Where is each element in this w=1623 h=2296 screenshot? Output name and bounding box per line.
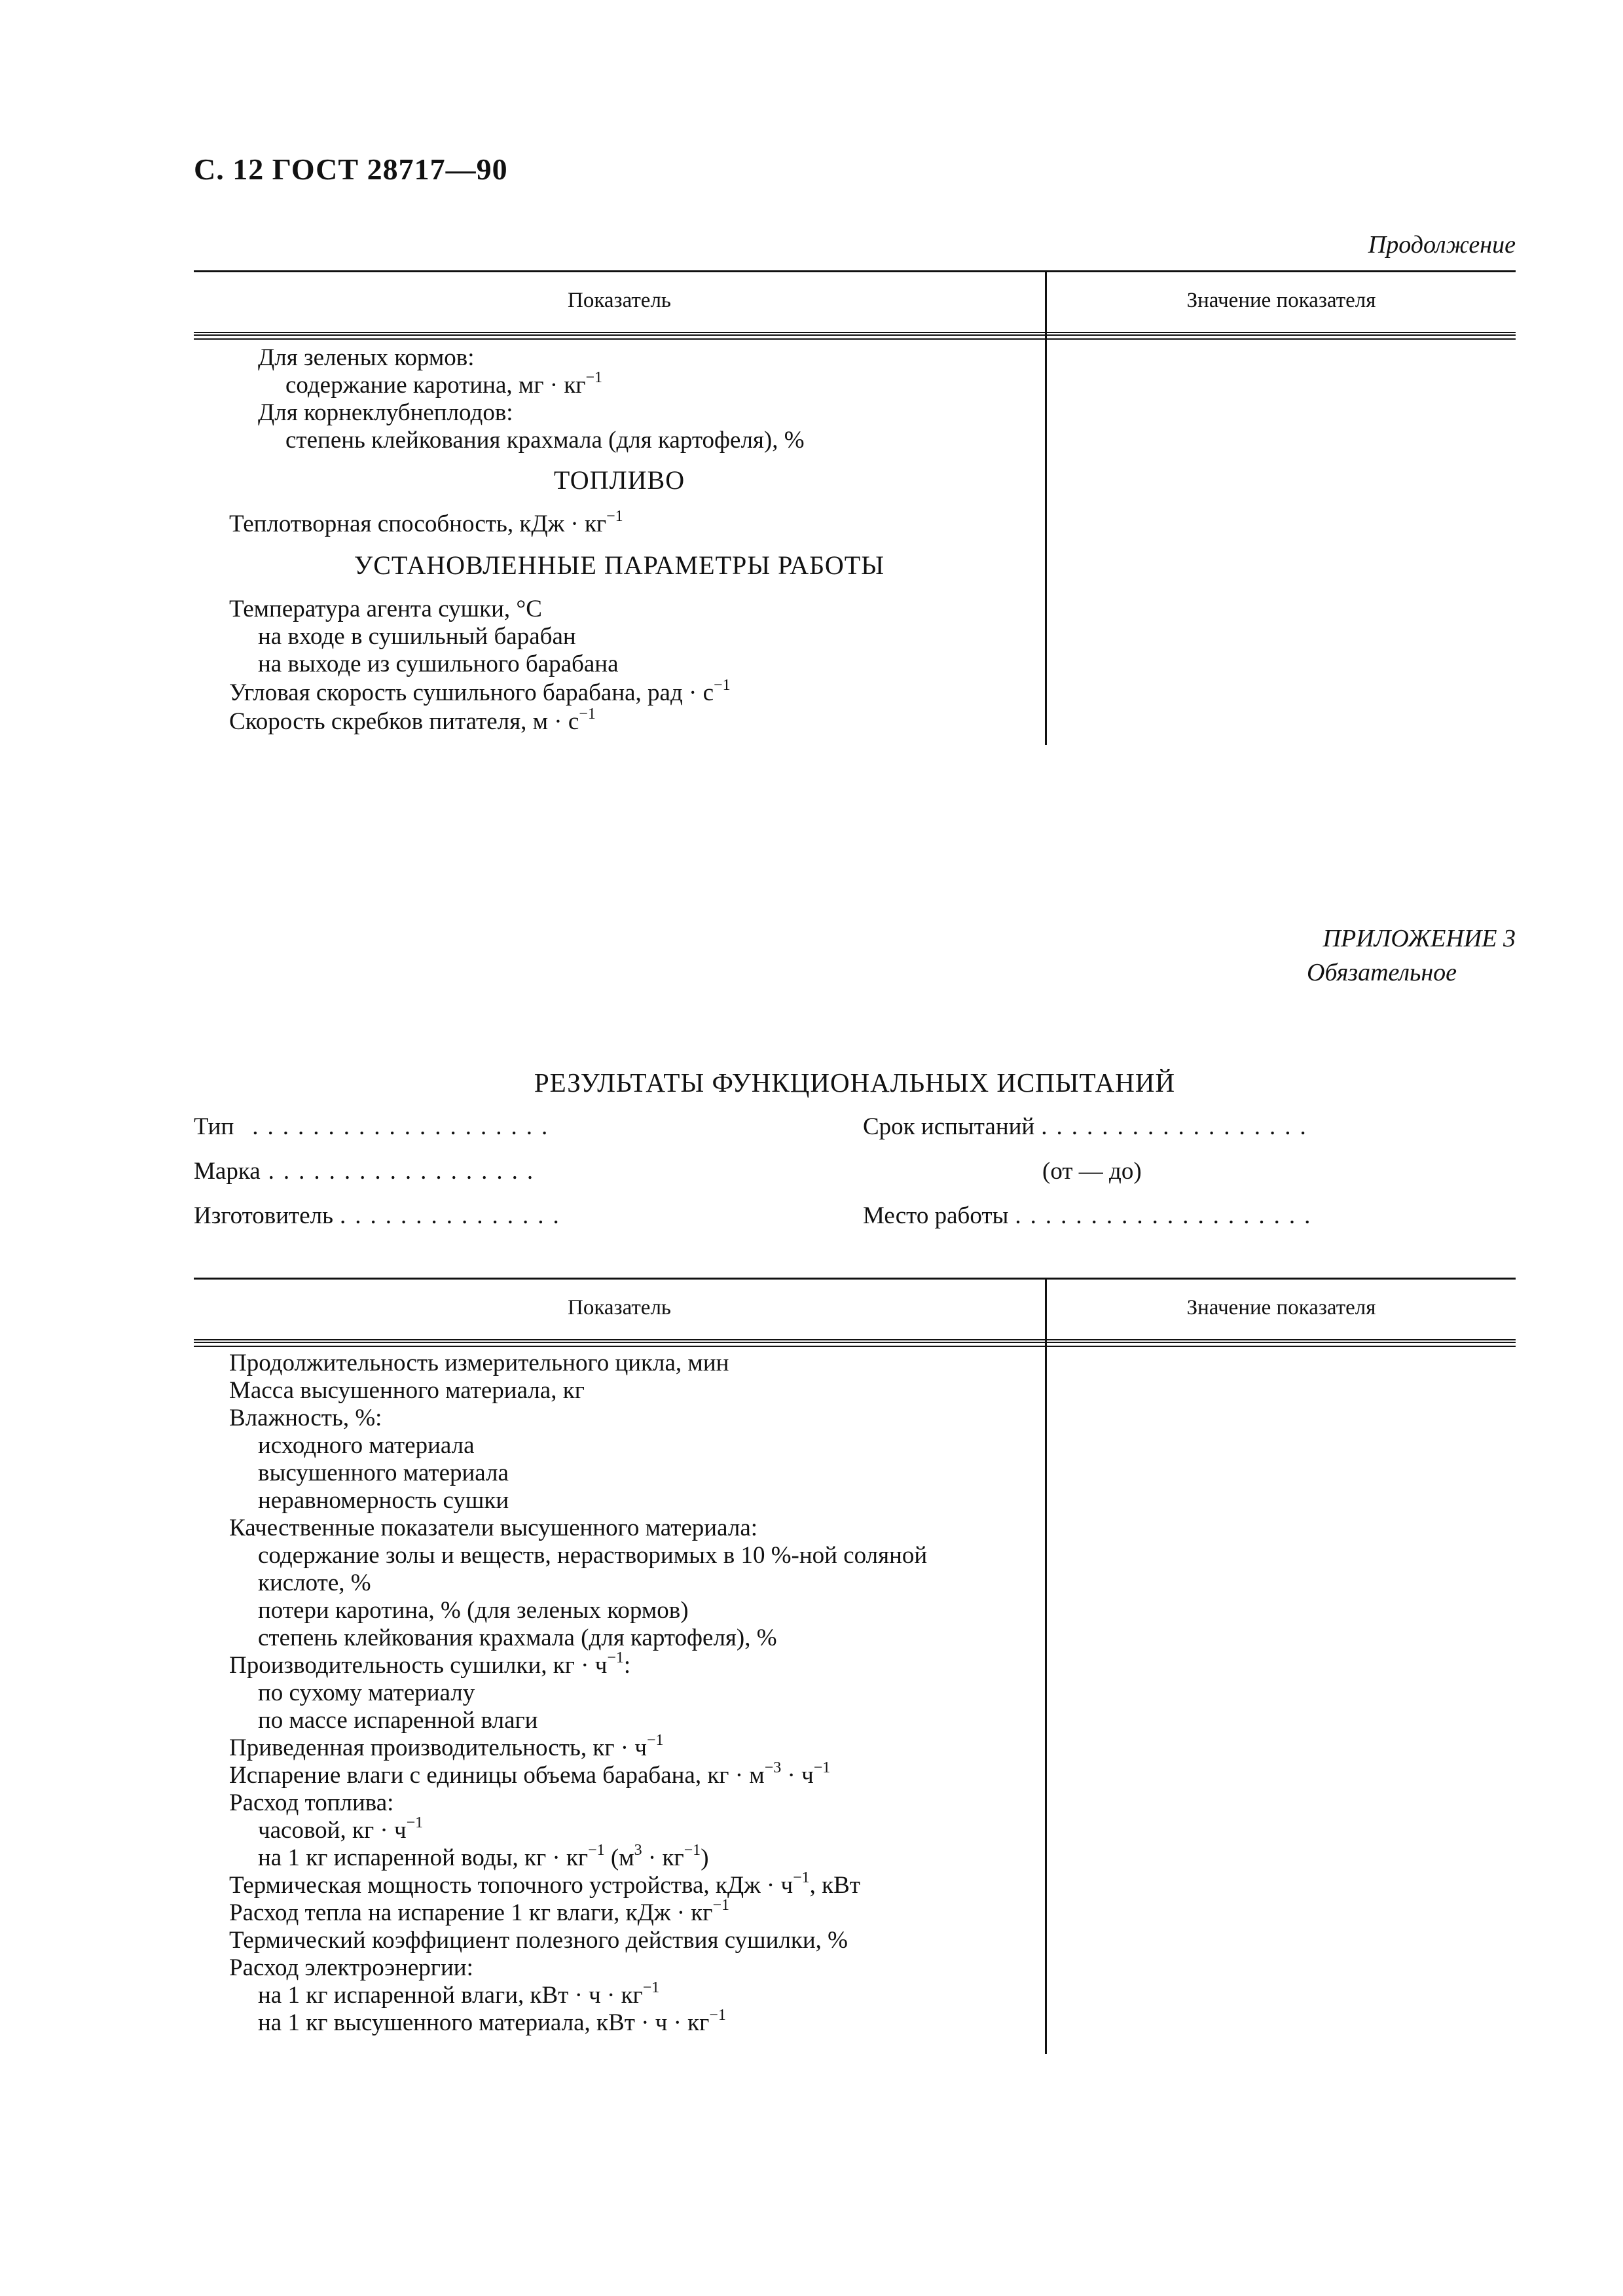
table-row: Для корнеклубнеплодов: (258, 399, 513, 426)
table-row: Термическая мощность топочного устройства, кДж · $ч^{-1}$, кВт (229, 1869, 860, 1899)
table-row: Скорость скребков питателя, $м \cdot с^{-1}$ (229, 706, 596, 735)
header-bottom-border (194, 1339, 1516, 1347)
column-divider (1045, 1278, 1047, 2054)
field-manufacturer: Изготовитель ............... (194, 1202, 568, 1229)
table-row: Для зеленых кормов: (258, 344, 475, 371)
header-bottom-border (194, 332, 1516, 340)
table-row: Производительность сушилки, кг · $ч^{-1}$: (229, 1649, 631, 1679)
table-row: степень клейкования крахмала (для картофеля), % (285, 427, 805, 454)
results-title: РЕЗУЛЬТАТЫ ФУНКЦИОНАЛЬНЫХ ИСПЫТАНИЙ (534, 1067, 1176, 1098)
table-row: по массе испаренной влаги (258, 1707, 538, 1734)
table-row: Приведенная производительность, кг · $ч^{-1}$ (229, 1732, 664, 1761)
field-test-period: Срок испытаний .................. (863, 1113, 1315, 1140)
table-row: Влажность, %: (229, 1405, 382, 1431)
table-row: Качественные показатели высушенного материала: (229, 1515, 758, 1541)
header-indicator: Показатель (568, 1296, 671, 1319)
table-row: исходного материала (258, 1432, 475, 1459)
appendix-label: ПРИЛОЖЕНИЕ 3 (1322, 925, 1516, 952)
table-row: Угловая скорость сушильного барабана, рад · $с^{-1}$ (229, 677, 731, 706)
table-row: на 1 кг высушенного материала, кВт · $ч \cdot кг^{-1}$ (258, 2007, 726, 2036)
page-header: С. 12 ГОСТ 28717—90 (194, 152, 508, 186)
table-row: Расход электроэнергии: (229, 1954, 473, 1981)
table-row: на выходе из сушильного барабана (258, 651, 619, 677)
field-work-place: Место работы .................... (863, 1202, 1320, 1229)
table-row: содержание золы и веществ, нерастворимых в 10 %-ной соляной (258, 1542, 928, 1569)
table-top-border (194, 270, 1516, 272)
table-row: по сухому материалу (258, 1679, 475, 1706)
table-row: Термический коэффициент полезного действия сушилки, % (229, 1927, 848, 1954)
table-row: на 1 кг испаренной влаги, кВт · $ч \cdot кг^{-1}$ (258, 1979, 660, 2009)
table-row: Расход топлива: (229, 1789, 394, 1816)
table-row: Расход тепла на испарение 1 кг влаги, кДж · $кг^{-1}$ (229, 1897, 729, 1926)
table-top-border (194, 1278, 1516, 1280)
table-row: Испарение влаги с единицы объема барабана, кг · $м^{-3} \cdot ч^{-1}$ (229, 1759, 831, 1789)
header-value: Значение показателя (1186, 1296, 1376, 1319)
table-row: Теплотворная способность, кДж · $кг^{-1}$ (229, 508, 623, 537)
table-row: содержание каротина, мг · $кг^{-1}$ (285, 369, 603, 399)
table-row: Продолжительность измерительного цикла, мин (229, 1350, 729, 1376)
table-row: высушенного материала (258, 1460, 509, 1486)
field-brand: Марка .................. (194, 1158, 543, 1185)
table-row: степень клейкования крахмала (для картофеля), % (258, 1624, 777, 1651)
field-period-range: (от — до) (1042, 1158, 1142, 1185)
table-row: Температура агента сушки, °С (229, 596, 542, 622)
section-heading-fuel: ТОПЛИВО (553, 465, 685, 495)
continuation-label: Продолжение (1368, 231, 1516, 259)
table-row: кислоте, % (258, 1570, 371, 1596)
header-value: Значение показателя (1186, 289, 1376, 312)
table-row: часовой, кг · $ч^{-1}$ (258, 1814, 424, 1844)
section-heading-parameters: УСТАНОВЛЕННЫЕ ПАРАМЕТРЫ РАБОТЫ (354, 550, 885, 580)
table-row: Масса высушенного материала, кг (229, 1377, 585, 1404)
table-row: неравномерность сушки (258, 1487, 509, 1514)
column-divider (1045, 270, 1047, 745)
field-type: Тип .................... (194, 1113, 557, 1140)
table-row: на входе в сушильный барабан (258, 623, 576, 650)
header-indicator: Показатель (568, 289, 671, 312)
appendix-status: Обязательное (1307, 959, 1457, 986)
table-row: потери каротина, % (для зеленых кормов) (258, 1597, 689, 1624)
table-row: на 1 кг испаренной воды, кг · $кг^{-1}$ $(м^3 \cdot кг^{-1})$ (258, 1842, 709, 1871)
